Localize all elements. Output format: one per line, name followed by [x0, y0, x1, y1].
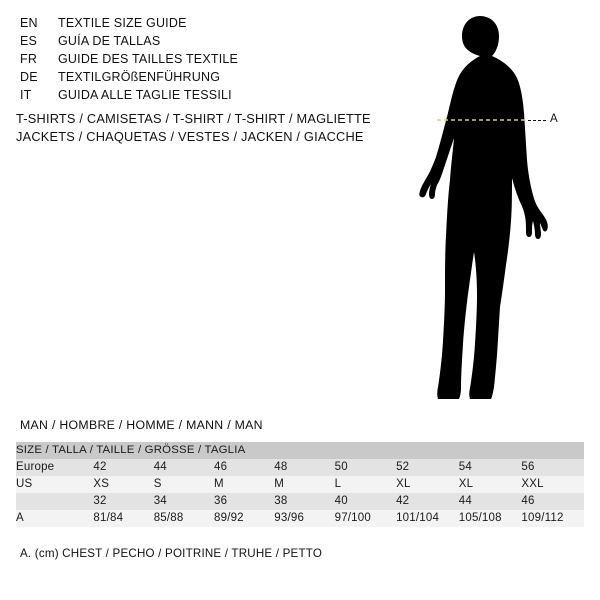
- figure-illustration: [400, 10, 590, 405]
- table-cell: 81/84: [93, 510, 153, 527]
- table-cell: 48: [274, 459, 334, 476]
- table-cell: 101/104: [396, 510, 459, 527]
- table-cell: M: [274, 476, 334, 493]
- language-text: TEXTILGRÖßENFÜHRUNG: [58, 70, 221, 84]
- table-cell: XL: [459, 476, 522, 493]
- table-cell: 42: [396, 493, 459, 510]
- table-header-label: SIZE / TALLA / TAILLE / GRÖSSE / TAGLIA: [16, 442, 584, 459]
- size-table: [16, 442, 584, 527]
- measure-label-a: A: [550, 113, 559, 125]
- language-row: [20, 88, 390, 106]
- table-cell: 44: [459, 493, 522, 510]
- table-cell: 97/100: [335, 510, 396, 527]
- table-cell: 44: [154, 459, 214, 476]
- table-cell: XL: [396, 476, 459, 493]
- table-row: [16, 510, 584, 527]
- language-row: [20, 16, 390, 34]
- language-code: DE: [20, 70, 38, 84]
- category-block: [16, 110, 436, 146]
- table-cell: 89/92: [214, 510, 274, 527]
- language-header-block: [20, 16, 390, 106]
- table-cell: 52: [396, 459, 459, 476]
- table-cell: 32: [93, 493, 153, 510]
- table-cell: 42: [93, 459, 153, 476]
- table-cell: 36: [214, 493, 274, 510]
- table-cell: 109/112: [521, 510, 584, 527]
- category-line-jackets: JACKETS / CHAQUETAS / VESTES / JACKEN / GIACCHE: [16, 129, 364, 144]
- language-row: [20, 52, 390, 70]
- language-code: IT: [20, 88, 32, 102]
- table-cell: 38: [274, 493, 334, 510]
- table-cell: 85/88: [154, 510, 214, 527]
- language-text: TEXTILE SIZE GUIDE: [58, 16, 187, 30]
- table-cell: 46: [521, 493, 584, 510]
- language-code: EN: [20, 16, 38, 30]
- table-title: MAN / HOMBRE / HOMME / MANN / MAN: [20, 418, 263, 432]
- table-cell: 40: [335, 493, 396, 510]
- table-row: [16, 459, 584, 476]
- table-row: [16, 476, 584, 493]
- language-code: FR: [20, 52, 38, 66]
- table-cell: M: [214, 476, 274, 493]
- footnote-chest: A. (cm) CHEST / PECHO / POITRINE / TRUHE / PETTO: [20, 547, 323, 560]
- row-label: US: [16, 476, 93, 493]
- table-cell: S: [154, 476, 214, 493]
- row-label: Europe: [16, 459, 93, 476]
- table-cell: 34: [154, 493, 214, 510]
- language-row: [20, 70, 390, 88]
- category-line-tshirts: T-SHIRTS / CAMISETAS / T-SHIRT / T-SHIRT / MAGLIETTE: [16, 111, 371, 126]
- table-row: [16, 493, 584, 510]
- table-cell: 56: [521, 459, 584, 476]
- language-text: GUIDA ALLE TAGLIE TESSILI: [58, 88, 232, 102]
- table-cell: 46: [214, 459, 274, 476]
- language-row: [20, 34, 390, 52]
- table-cell: 105/108: [459, 510, 522, 527]
- table-cell: XXL: [521, 476, 584, 493]
- language-text: GUIDE DES TAILLES TEXTILE: [58, 52, 239, 66]
- table-cell: 93/96: [274, 510, 334, 527]
- table-cell: L: [335, 476, 396, 493]
- row-label: A: [16, 510, 93, 527]
- row-label: [16, 493, 93, 510]
- language-text: GUÍA DE TALLAS: [58, 34, 161, 48]
- table-cell: XS: [93, 476, 153, 493]
- table-header-row: [16, 442, 584, 459]
- male-silhouette-icon: [400, 10, 590, 405]
- table-cell: 54: [459, 459, 522, 476]
- table-cell: 50: [335, 459, 396, 476]
- language-code: ES: [20, 34, 38, 48]
- measure-leader-line: [528, 120, 546, 121]
